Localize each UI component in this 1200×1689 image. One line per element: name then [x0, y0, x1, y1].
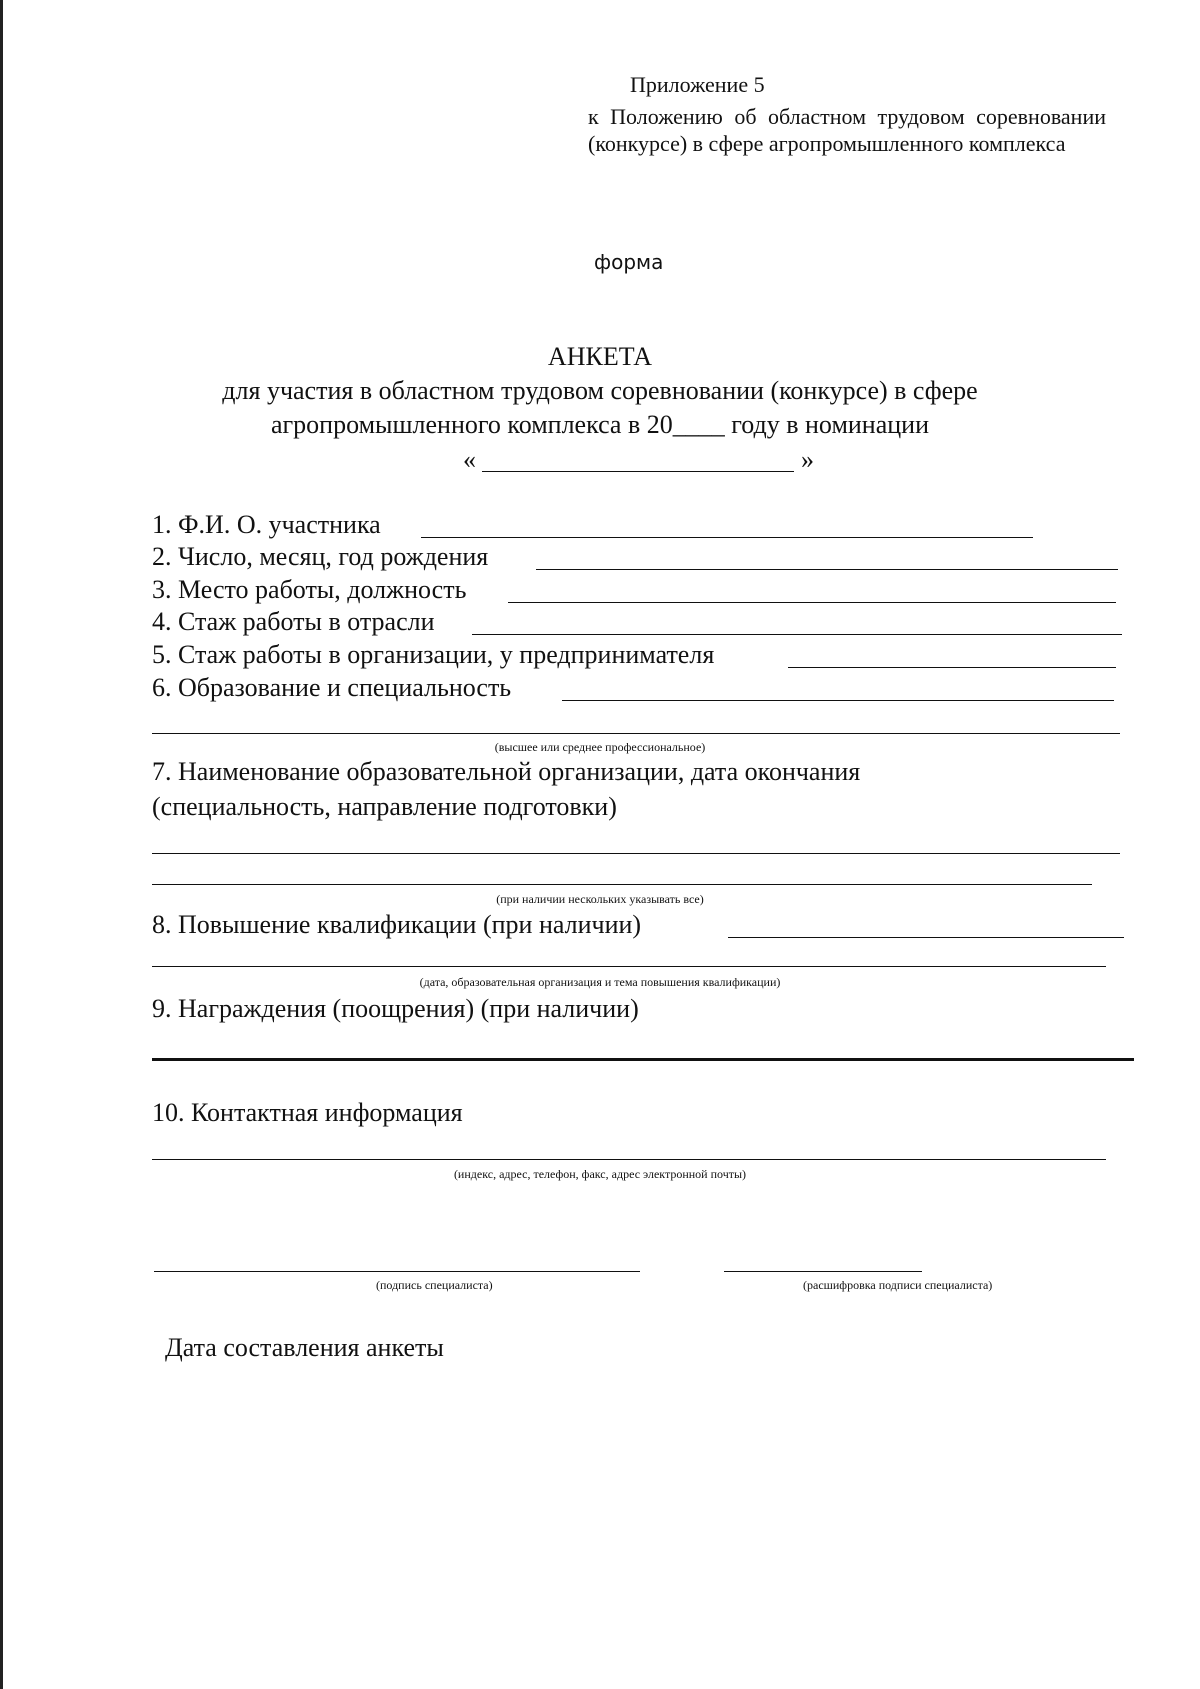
- form-title: АНКЕТА: [547, 342, 653, 371]
- field-8-blank-2[interactable]: [152, 966, 1106, 967]
- field-8-caption: (дата, образовательная организация и тема повышения квалификации): [419, 975, 781, 989]
- field-3-label: 3. Место работы, должность: [152, 575, 467, 604]
- form-label: форма: [594, 250, 664, 274]
- form-subtitle-line1: для участия в областном трудовом соревновании (конкурсе) в сфере: [222, 376, 978, 405]
- nomination-blank[interactable]: [482, 471, 794, 472]
- field-4-label: 4. Стаж работы в отрасли: [152, 607, 435, 636]
- field-5-blank[interactable]: [788, 667, 1116, 668]
- field-6-blank-2[interactable]: [152, 733, 1120, 734]
- form-subtitle-line2: агропромышленного комплекса в 20____ году в номинации: [270, 410, 930, 439]
- signature-decode-blank[interactable]: [724, 1271, 922, 1272]
- appendix-body: к Положению об областном трудовом соревновании (конкурсе) в сфере агропромышленного комплекса: [588, 104, 1106, 156]
- signature-blank[interactable]: [154, 1271, 640, 1272]
- date-label: Дата составления анкеты: [165, 1333, 444, 1362]
- field-10-label: 10. Контактная информация: [152, 1098, 463, 1127]
- field-10-blank[interactable]: [152, 1159, 1106, 1160]
- field-2-blank[interactable]: [536, 569, 1118, 570]
- field-5-label: 5. Стаж работы в организации, у предпринимателя: [152, 640, 715, 669]
- field-7-blank-2[interactable]: [152, 884, 1092, 885]
- field-8-label: 8. Повышение квалификации (при наличии): [152, 910, 642, 939]
- field-9-blank[interactable]: [152, 1058, 1134, 1061]
- field-10-caption: (индекс, адрес, телефон, факс, адрес электронной почты): [453, 1167, 747, 1181]
- field-7-caption: (при наличии нескольких указывать все): [496, 892, 704, 906]
- field-6-label: 6. Образование и специальность: [152, 673, 512, 702]
- appendix-title: Приложение 5: [630, 72, 765, 97]
- field-1-label: 1. Ф.И. О. участника: [152, 510, 381, 539]
- signature-decode-caption: (расшифровка подписи специалиста): [803, 1278, 993, 1292]
- field-6-caption: (высшее или среднее профессиональное): [494, 740, 706, 754]
- field-7-blank-1[interactable]: [152, 853, 1120, 854]
- nomination-quote-close: »: [801, 445, 814, 474]
- field-4-blank[interactable]: [472, 634, 1122, 635]
- field-9-label: 9. Награждения (поощрения) (при наличии): [152, 994, 639, 1023]
- field-2-label: 2. Число, месяц, год рождения: [152, 542, 489, 571]
- field-3-blank[interactable]: [508, 602, 1116, 603]
- field-1-blank[interactable]: [421, 537, 1033, 538]
- field-7-label-2: (специальность, направление подготовки): [152, 792, 617, 821]
- field-6-blank[interactable]: [562, 700, 1114, 701]
- page-left-edge: [0, 0, 3, 1689]
- field-8-blank[interactable]: [728, 937, 1124, 938]
- field-7-label: 7. Наименование образовательной организации, дата окончания: [152, 757, 861, 786]
- signature-caption: (подпись специалиста): [376, 1278, 493, 1292]
- nomination-quote-open: «: [463, 445, 476, 474]
